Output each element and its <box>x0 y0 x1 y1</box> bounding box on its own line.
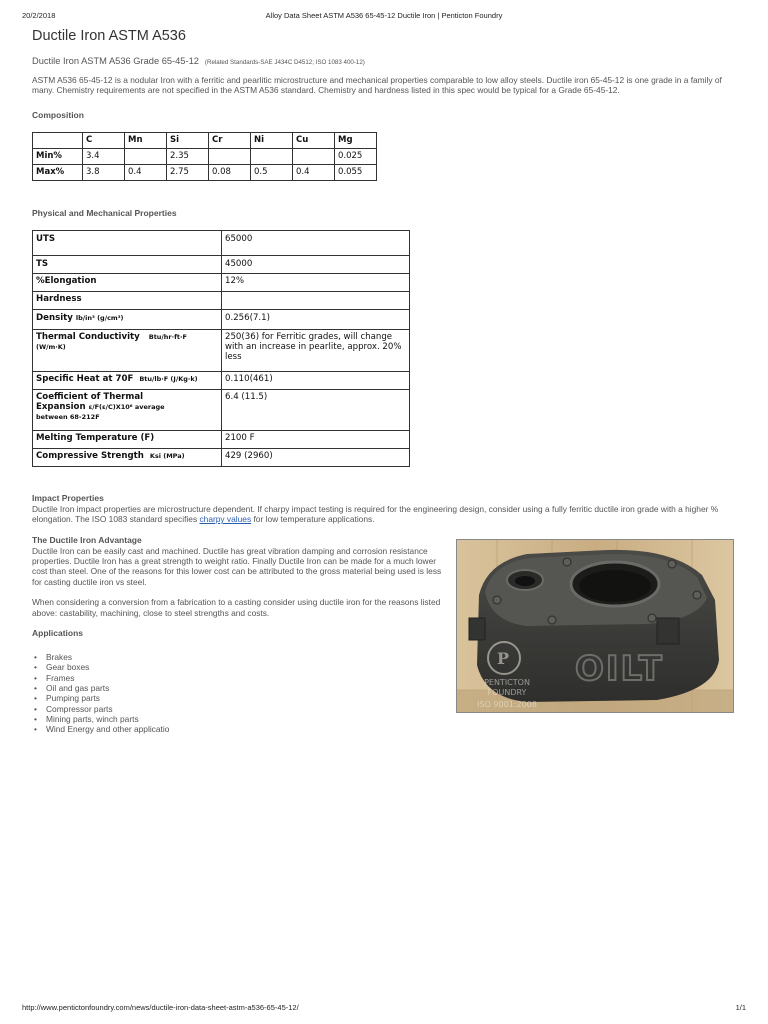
prop-unit: ε/F(ε/C)X10⁶ average <box>88 402 165 411</box>
prop-value: 12% <box>222 273 410 291</box>
print-date: 20/2/2018 <box>22 11 56 20</box>
advantage-heading: The Ductile Iron Advantage <box>32 534 142 545</box>
print-footer <box>22 1003 746 1015</box>
prop-row-hardness <box>33 291 410 309</box>
prop-value: 0.256(7.1) <box>222 309 410 329</box>
prop-label-text: Coefficient of Thermal <box>36 391 144 402</box>
prop-label: %Elongation <box>33 273 222 291</box>
prop-value: 45000 <box>222 255 410 273</box>
table-cell: 3.8 <box>83 164 125 180</box>
prop-label-text: Thermal Conductivity <box>36 331 140 342</box>
composition-table <box>32 132 377 181</box>
properties-table <box>32 230 410 467</box>
prop-label <box>33 448 222 466</box>
casting-photo <box>456 539 734 713</box>
header-cell <box>33 132 83 148</box>
applications-list <box>32 652 444 734</box>
svg-text:P: P <box>497 649 510 668</box>
list-item: • Compressor parts <box>32 704 444 714</box>
header-cell: C <box>83 132 125 148</box>
print-url: http://www.pentictonfoundry.com/news/ductile-iron-data-sheet-astm-a536-65-45-12/ <box>22 1003 299 1012</box>
prop-label-text: Specific Heat at 70F <box>36 373 134 384</box>
row-label: Min% <box>33 148 83 164</box>
intro-paragraph: ASTM A536 65-45-12 is a nodular Iron with a ferritic and pearlitic microstructure and mechanical properties comparable to low alloy steels. Ductile iron 65-45-12 is one grade in a family of many. Chemistry requirements are not specified in the ASTM A536 standard. Chemistry and hardness listed in this spec would be typical for a Grade 65-45-12. <box>32 75 722 96</box>
list-item: • Gear boxes <box>32 662 444 672</box>
composition-header-row <box>33 132 377 148</box>
composition-row-max <box>33 164 377 180</box>
applications-heading: Applications <box>32 628 84 639</box>
prop-label <box>33 371 222 389</box>
watermark-line-2: FOUNDRY <box>487 688 527 697</box>
prop-unit: (W/m·K) <box>36 342 66 351</box>
prop-row-uts <box>33 230 410 255</box>
prop-label: UTS <box>33 230 222 255</box>
prop-value: 2100 F <box>222 430 410 448</box>
prop-value: 6.4 (11.5) <box>222 389 410 430</box>
prop-row-melting <box>33 430 410 448</box>
prop-unit: Btu/lb·F (J/Kg·k) <box>139 374 198 383</box>
prop-row-cte <box>33 389 410 430</box>
prop-row-ts <box>33 255 410 273</box>
table-cell: 0.025 <box>335 148 377 164</box>
prop-label <box>33 329 222 371</box>
prop-row-thermal <box>33 329 410 371</box>
prop-row-density <box>33 309 410 329</box>
table-cell: 0.4 <box>293 164 335 180</box>
prop-value: 0.110(461) <box>222 371 410 389</box>
prop-value: 65000 <box>222 230 410 255</box>
table-cell <box>251 148 293 164</box>
list-item: • Wind Energy and other applicatio <box>32 724 444 734</box>
header-cell: Cu <box>293 132 335 148</box>
properties-heading: Physical and Mechanical Properties <box>32 207 177 218</box>
prop-label-text: Density <box>36 312 73 323</box>
header-cell: Mg <box>335 132 377 148</box>
watermark-line-1: PENTICTON <box>484 678 530 687</box>
table-cell: 0.5 <box>251 164 293 180</box>
list-item: • Brakes <box>32 652 444 662</box>
table-cell: 2.75 <box>167 164 209 180</box>
impact-text-end: for low temperature applications. <box>251 514 375 525</box>
table-cell: 0.08 <box>209 164 251 180</box>
prop-label: Melting Temperature (F) <box>33 430 222 448</box>
table-cell <box>293 148 335 164</box>
prop-label-text: Compressive Strength <box>36 450 144 461</box>
composition-heading: Composition <box>32 109 84 120</box>
list-item: • Mining parts, winch parts <box>32 714 444 724</box>
subtitle-text: Ductile Iron ASTM A536 Grade 65-45-12 <box>32 56 199 66</box>
prop-label: TS <box>33 255 222 273</box>
list-item: • Frames <box>32 673 444 683</box>
advantage-column <box>32 535 444 735</box>
table-cell: 2.35 <box>167 148 209 164</box>
table-cell <box>209 148 251 164</box>
header-cell: Cr <box>209 132 251 148</box>
print-header <box>22 11 746 23</box>
advantage-paragraph: Ductile Iron can be easily cast and machined. Ductile has great vibration damping and corrosion resistance properties. Ductile Iron has a great strength to weight ratio. Finally Ductile Iron can be made for a much lower cost than steel. One of the reasons for this lower cost can be attributed to the gross material being used is less for casting ductile iron vs steel. <box>32 545 442 587</box>
related-standards: (Related Standards-SAE J434C D4512; ISO 1083 400-12) <box>204 59 365 66</box>
prop-value: 429 (2960) <box>222 448 410 466</box>
impact-heading: Impact Properties <box>32 492 104 503</box>
row-label: Max% <box>33 164 83 180</box>
prop-row-compressive <box>33 448 410 466</box>
charpy-values-link[interactable]: charpy values <box>199 514 252 525</box>
page-title: Ductile Iron ASTM A536 <box>32 28 186 44</box>
prop-label <box>33 309 222 329</box>
article-subtitle <box>32 56 737 66</box>
print-page-title: Alloy Data Sheet ASTM A536 65-45-12 Ductile Iron | Penticton Foundry <box>265 11 503 20</box>
watermark-line-3: ISO 9001:2008 <box>477 700 537 709</box>
prop-unit: lb/in³ (g/cm³) <box>75 313 124 322</box>
impact-paragraph <box>32 504 737 525</box>
conversion-paragraph: When considering a conversion from a fabrication to a casting consider using ductile iron for the reasons listed above: castability, machining, close to steel strengths and costs. <box>32 597 441 618</box>
table-cell: 3.4 <box>83 148 125 164</box>
table-cell <box>125 148 167 164</box>
table-cell: 0.4 <box>125 164 167 180</box>
casting-photo-graphic <box>457 540 734 713</box>
prop-value <box>222 291 410 309</box>
impact-text: Ductile Iron impact properties are microstructure dependent. If charpy impact testing is required for the engineering design, consider using a fully ferritic ductile iron grade with a higher % elongation. The ISO 1083 standard specifies <box>32 503 719 525</box>
table-cell: 0.055 <box>335 164 377 180</box>
prop-label: Hardness <box>33 291 222 309</box>
prop-value: 250(36) for Ferritic grades, will change with an increase in pearlite, approx. 20% less <box>222 329 410 371</box>
list-item: • Oil and gas parts <box>32 683 444 693</box>
prop-unit: Btu/hr·ft·F <box>148 332 187 341</box>
header-cell: Mn <box>125 132 167 148</box>
prop-row-elongation <box>33 273 410 291</box>
prop-unit: Ksi (MPa) <box>149 451 185 460</box>
header-cell: Si <box>167 132 209 148</box>
prop-label-text: Expansion <box>36 401 86 412</box>
print-page-number: 1/1 <box>735 1003 746 1012</box>
header-cell: Ni <box>251 132 293 148</box>
casting-lettering: OILT <box>575 649 664 689</box>
list-item: • Pumping parts <box>32 693 444 703</box>
prop-unit: between 68-212F <box>36 412 100 421</box>
prop-row-specific-heat <box>33 371 410 389</box>
composition-row-min <box>33 148 377 164</box>
prop-label <box>33 389 222 430</box>
